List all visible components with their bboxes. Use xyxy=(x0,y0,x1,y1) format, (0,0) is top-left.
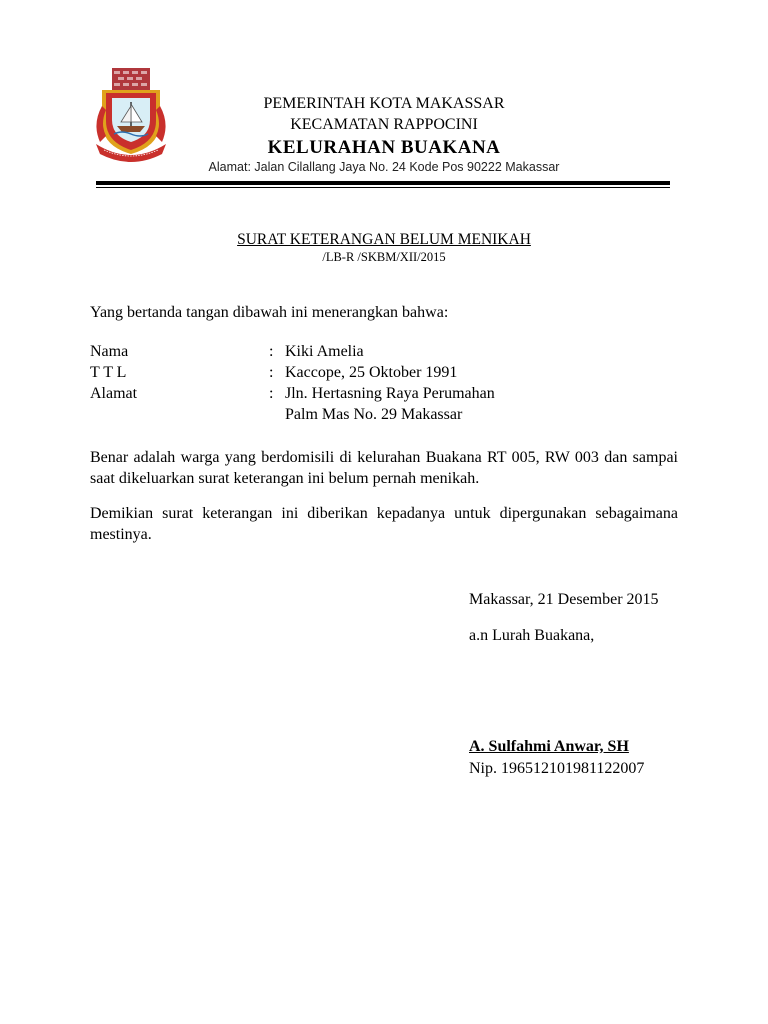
letterhead-divider-thick xyxy=(96,181,670,185)
signature-on-behalf: a.n Lurah Buakana, xyxy=(469,627,595,644)
field-value-name: Kiki Amelia xyxy=(285,343,364,360)
field-colon: : xyxy=(269,343,274,360)
document-title: SURAT KETERANGAN BELUM MENIKAH xyxy=(237,231,531,248)
field-colon: : xyxy=(269,364,274,381)
letterhead-village: KELURAHAN BUAKANA xyxy=(267,137,501,158)
signatory-name: A. Sulfahmi Anwar, SH xyxy=(469,738,629,755)
field-value-ttl: Kaccope, 25 Oktober 1991 xyxy=(285,364,458,381)
field-colon: : xyxy=(269,385,274,402)
field-value-address: Jln. Hertasning Raya Perumahan xyxy=(285,385,495,402)
letterhead-government: PEMERINTAH KOTA MAKASSAR xyxy=(263,95,505,112)
letterhead-district: KECAMATAN RAPPOCINI xyxy=(290,116,478,133)
field-label-address: Alamat xyxy=(90,385,138,402)
letterhead-divider-thin xyxy=(96,187,670,188)
intro-text: Yang bertanda tangan dibawah ini menerangkan bahwa: xyxy=(90,304,449,321)
field-value-address-line2: Palm Mas No. 29 Makassar xyxy=(285,406,463,423)
letterhead-address: Alamat: Jalan Cilallang Jaya No. 24 Kode Pos 90222 Makassar xyxy=(208,160,560,174)
closing-paragraph: Demikian surat keterangan ini diberikan kepadanya untuk dipergunakan sebagaimana mestinya. xyxy=(90,505,678,543)
field-label-name: Nama xyxy=(90,343,129,360)
document-number: /LB-R /SKBM/XII/2015 xyxy=(322,250,446,264)
signature-place-date: Makassar, 21 Desember 2015 xyxy=(469,591,659,608)
signatory-nip: Nip. 196512101981122007 xyxy=(469,760,645,777)
statement-paragraph: Benar adalah warga yang berdomisili di kelurahan Buakana RT 005, RW 003 dan sampai saat dikeluarkan surat keterangan ini belum pernah menikah. xyxy=(90,449,678,487)
field-label-ttl: T T L xyxy=(90,364,127,381)
